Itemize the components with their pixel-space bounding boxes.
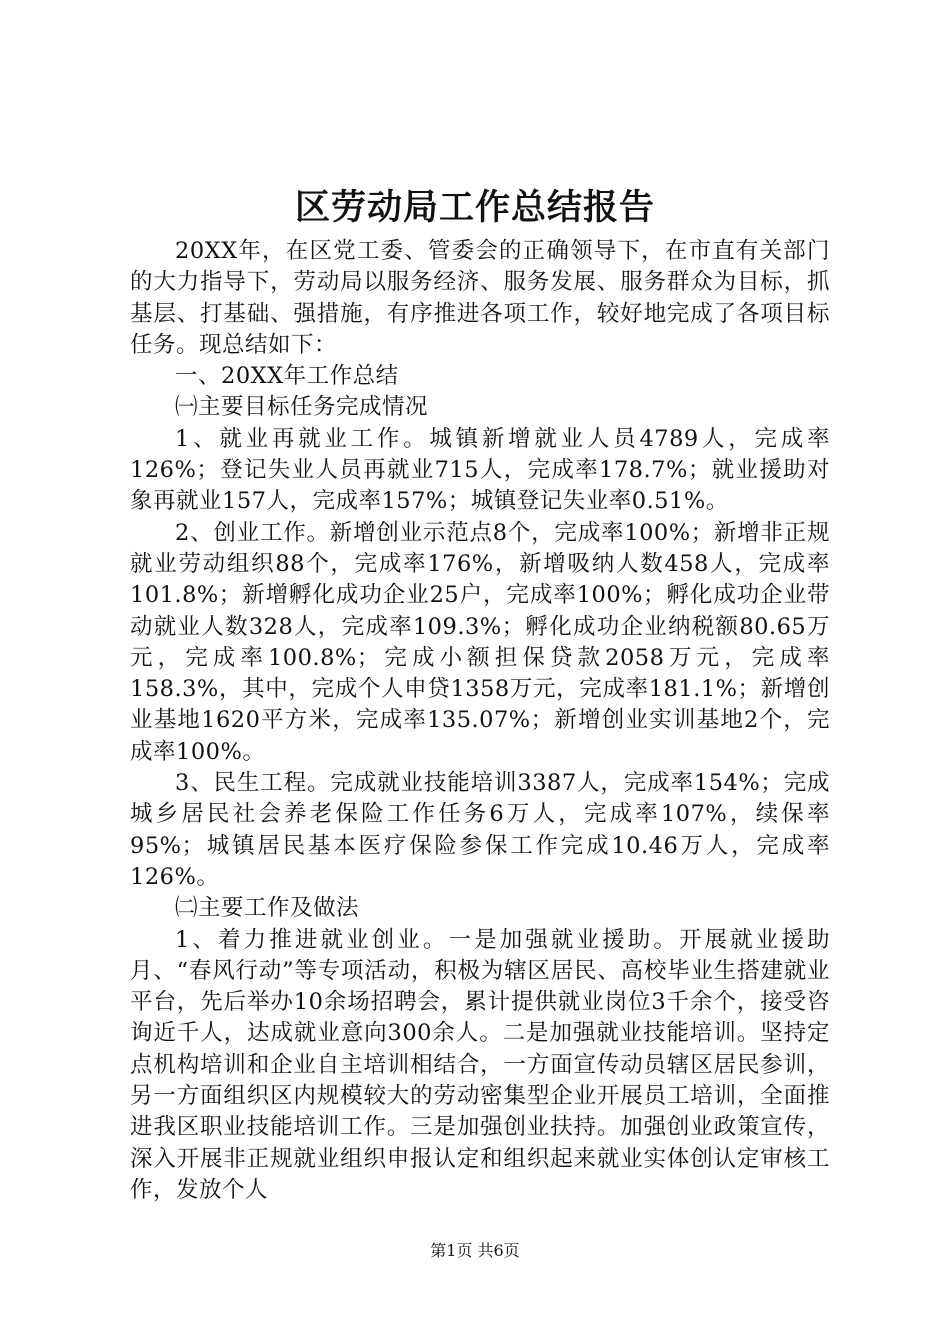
section-heading: 一、20XX年工作总结 [175, 363, 399, 390]
paragraph-entrepreneurship: 2、创业工作。新增创业示范点8个，完成率100%；新增非正规就业劳动组织88个，完成率176%，新增吸纳人数458人，完成率101.8%；新增孵化成功企业25户，完成率100%；孵化成功企业带动就业人数328人，完成率109.3%；孵化成功企业纳税额80.65万元，完成率100.8%；完成小额担保贷款2058万元，完成率158.3%，其中，完成个人申贷1358万元，完成率181.1%；新增创业基地1620平方米，完成率135.07%；新增创业实训基地2个，完成率100%。 [130, 519, 830, 765]
subsection-heading: ㈡主要工作及做法 [175, 895, 360, 922]
paragraph-employment: 1、就业再就业工作。城镇新增就业人员4789人，完成率126%；登记失业人员再就业715人，完成率178.7%；就业援助对象再就业157人，完成率157%；城镇登记失业率0.51%。 [130, 425, 830, 515]
subsection-heading: ㈠主要目标任务完成情况 [175, 394, 429, 421]
paragraph-livelihood: 3、民生工程。完成就业技能培训3387人，完成率154%；完成城乡居民社会养老保险工作任务6万人，完成率107%，续保率95%；城镇居民基本医疗保险参保工作完成10.46万人，完成率126%。 [130, 770, 830, 890]
document-title: 区劳动局工作总结报告 [294, 187, 655, 228]
document-body [130, 236, 830, 1206]
page-footer: 第1页 共6页 [430, 1241, 520, 1260]
paragraph-intro: 20XX年，在区党工委、管委会的正确领导下，在市直有关部门的大力指导下，劳动局以服务经济、服务发展、服务群众为目标，抓基层、打基础、强措施，有序推进各项工作，较好地完成了各项目标任务。现总结如下： [130, 238, 830, 358]
paragraph-measures: 1、着力推进就业创业。一是加强就业援助。开展就业援助月、“春风行动”等专项活动，积极为辖区居民、高校毕业生搭建就业平台，先后举办10余场招聘会，累计提供就业岗位3千余个，接受咨询近千人，达成就业意向300余人。二是加强就业技能培训。坚持定点机构培训和企业自主培训相结合，一方面宣传动员辖区居民参训，另一方面组织区内规模较大的劳动密集型企业开展员工培训，全面推进我区职业技能培训工作。三是加强创业扶持。加强创业政策宣传，深入开展非正规就业组织申报认定和组织起来就业实体创认定审核工作，发放个人 [130, 926, 830, 1203]
